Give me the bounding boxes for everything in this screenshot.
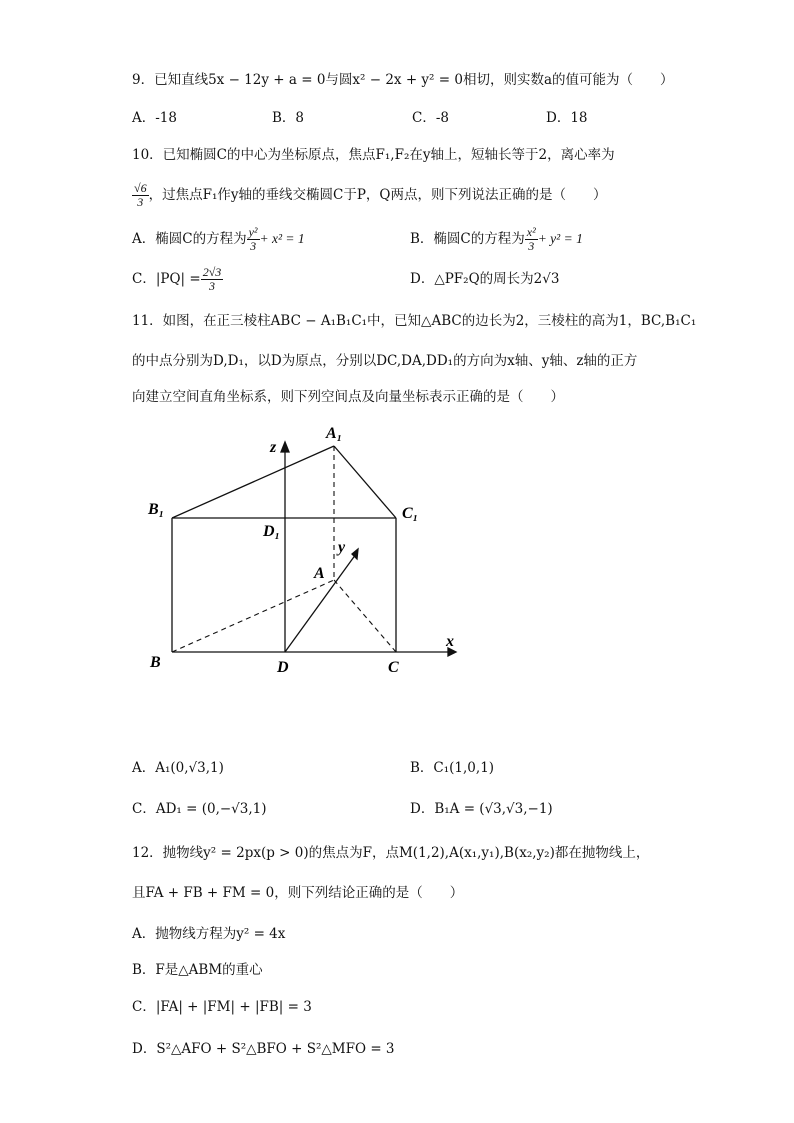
q10-option-c: C．|PQ| = $\frac{2√3}{3}$ — [132, 265, 222, 293]
q9-option-a: A．-18 — [132, 110, 177, 126]
q11-stem-line1: 11．如图，在正三棱柱ABC − A₁B₁C₁中，已知△ABC的边长为2，三棱柱的高为1，BC,B₁C₁ — [132, 313, 697, 329]
q11-option-c: C．AD₁ = (0,−√3,1) — [132, 801, 267, 817]
label-b1: B₁ — [148, 501, 165, 518]
label-c: C — [388, 659, 399, 676]
q12-option-d: D．S²△AFO + S²△BFO + S²△MFO = 3 — [132, 1041, 395, 1057]
q9-stem: 9．已知直线5x − 12y + a = 0与圆x² − 2x + y² = 0相切，则实数a的值可能为（ ） — [132, 72, 674, 88]
edge-a-c — [334, 580, 396, 652]
label-c1: C₁ — [402, 505, 419, 522]
label-a: A — [314, 565, 325, 582]
label-a1: A₁ — [326, 425, 343, 442]
q12-stem-line2: 且FA + FB + FM = 0，则下列结论正确的是（ ） — [132, 885, 464, 901]
q12-option-b: B．F是△ABM的重心 — [132, 962, 263, 978]
prism-figure — [130, 420, 470, 690]
q10-stem-line2-wrap — [132, 182, 606, 209]
q9-option-d: D．18 — [546, 110, 588, 126]
q11-option-d: D．B₁A = (√3,√3,−1) — [410, 801, 553, 817]
q10-option-a: A．椭圆C的方程为 $\frac{\text{y²}}{3}$ + x² = 1 — [132, 225, 305, 253]
q11-stem-line2: 的中点分别为D,D₁，以D为原点，分别以DC,DA,DD₁的方向为x轴、y轴、z轴的正方 — [132, 353, 638, 369]
edge-b1-a1 — [172, 446, 334, 518]
q9-option-c: C．-8 — [412, 110, 449, 126]
label-d: D — [277, 659, 289, 676]
q12-option-a: A．抛物线方程为y² = 4x — [132, 926, 286, 942]
label-z: z — [270, 439, 277, 456]
q10-option-d: D．△PF₂Q的周长为2√3 — [410, 271, 560, 287]
q10-stem-line1: 10．已知椭圆C的中心为坐标原点，焦点F₁,F₂在y轴上，短轴长等于2，离心率为 — [132, 147, 615, 163]
q11-option-b: B．C₁(1,0,1) — [410, 760, 495, 776]
q12-stem-line1: 12．抛物线y² = 2px(p > 0)的焦点为F，点M(1,2),A(x₁,y₁),B(x₂,y₂)都在抛物线上， — [132, 845, 650, 861]
q9-option-b: B．8 — [272, 110, 305, 126]
edge-b-a — [172, 580, 334, 652]
q11-stem-line3: 向建立空间直角坐标系，则下列空间点及向量坐标表示正确的是（ ） — [132, 389, 564, 405]
label-x: x — [446, 633, 454, 650]
label-b: B — [150, 654, 161, 671]
q10-option-b: B．椭圆C的方程为 $\frac{\text{x²}}{3}$ + y² = 1 — [410, 225, 583, 253]
q11-option-a: A．A₁(0,√3,1) — [132, 760, 224, 776]
edge-a1-c1 — [334, 446, 396, 518]
q12-option-c: C．|FA| + |FM| + |FB| = 3 — [132, 999, 312, 1015]
q10-stem-line2: ，过焦点F₁作y轴的垂线交椭圆C于P，Q两点，则下列说法正确的是（ ） — [148, 187, 607, 203]
label-y: y — [338, 539, 346, 556]
q10-eccentricity: $\frac{√6}{3}$ — [134, 181, 147, 209]
label-d1: D₁ — [263, 523, 281, 540]
z-axis-arrow — [281, 442, 289, 452]
